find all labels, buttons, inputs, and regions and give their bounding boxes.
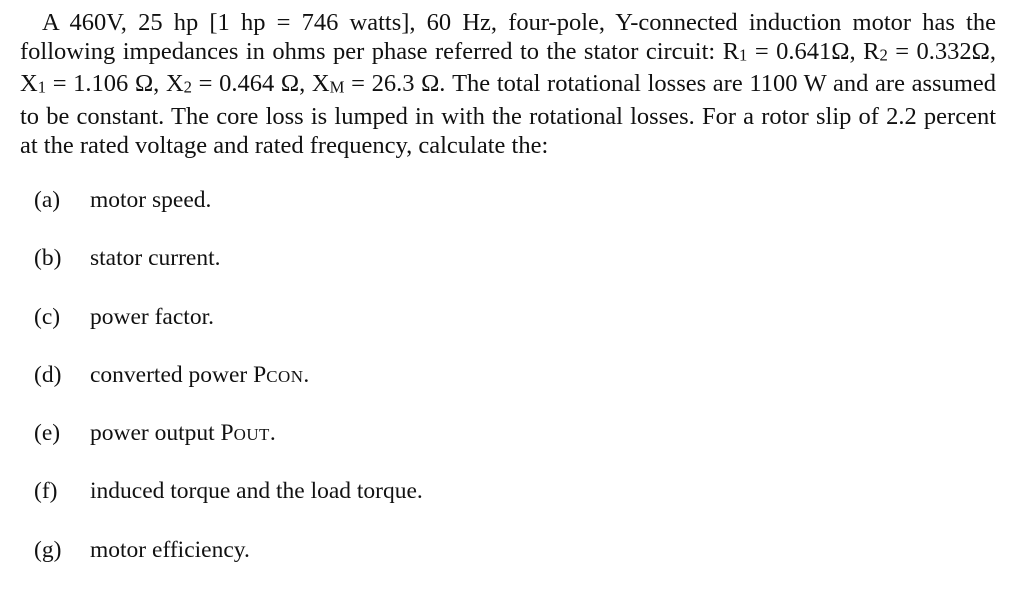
question-parts-list [34,185,423,593]
x1-value: = 1.106 Ω, X [46,70,184,98]
part-text: stator current. [90,245,221,272]
part-d [34,360,423,418]
xm-value: = 26.3 Ω. The total rotational losses are 1100 W and are assumed [344,70,997,98]
part-a [34,185,423,243]
part-end: . [303,361,310,388]
part-end: . [269,420,276,447]
problem-line-4: to be constant. The core loss is lumped in with the rotational losses. For a rotor slip of 2.2 percent [20,102,996,130]
r1-subscript: 1 [739,45,748,65]
part-b [34,243,423,301]
pout-subscript: OUT [233,425,270,445]
x1-symbol: X [20,70,38,98]
part-text: power output P [90,420,234,447]
problem-line-2-text: following impedances in ohms per phase referred to the stator circuit: R [20,38,740,65]
problem-line-2 [20,37,996,69]
x2-subscript: 2 [183,77,192,97]
part-e [34,418,423,476]
part-text: power factor. [90,303,214,330]
part-text: motor speed. [90,187,212,213]
part-text: induced torque and the load torque. [90,478,423,505]
part-label: (a) [34,187,61,213]
xm-subscript: M [329,77,345,97]
r2-subscript: 2 [879,45,888,65]
part-label: (e) [34,420,61,447]
problem-line-5: at the rated voltage and rated frequency, calculate the: [20,131,549,159]
x2-value: = 0.464 Ω, X [191,70,330,98]
r2-value: = 0.332Ω, [887,38,996,65]
problem-statement [20,8,996,160]
part-label: (g) [34,536,62,563]
r1-value: = 0.641Ω, R [747,38,880,65]
part-label: (d) [34,361,62,388]
problem-line-3 [20,69,996,101]
part-text: converted power P [90,361,267,388]
part-label: (c) [34,303,61,330]
part-f [34,476,423,534]
problem-line-1: A 460V, 25 hp [1 hp = 746 watts], 60 Hz, four-pole, Y-connected induction motor has the [42,9,996,36]
part-g [34,535,423,593]
part-text: motor efficiency. [90,536,250,563]
part-label: (f) [34,478,58,505]
x1-subscript: 1 [37,77,47,97]
part-label: (b) [34,245,62,272]
pcon-subscript: CON [266,366,304,386]
part-c [34,302,423,360]
